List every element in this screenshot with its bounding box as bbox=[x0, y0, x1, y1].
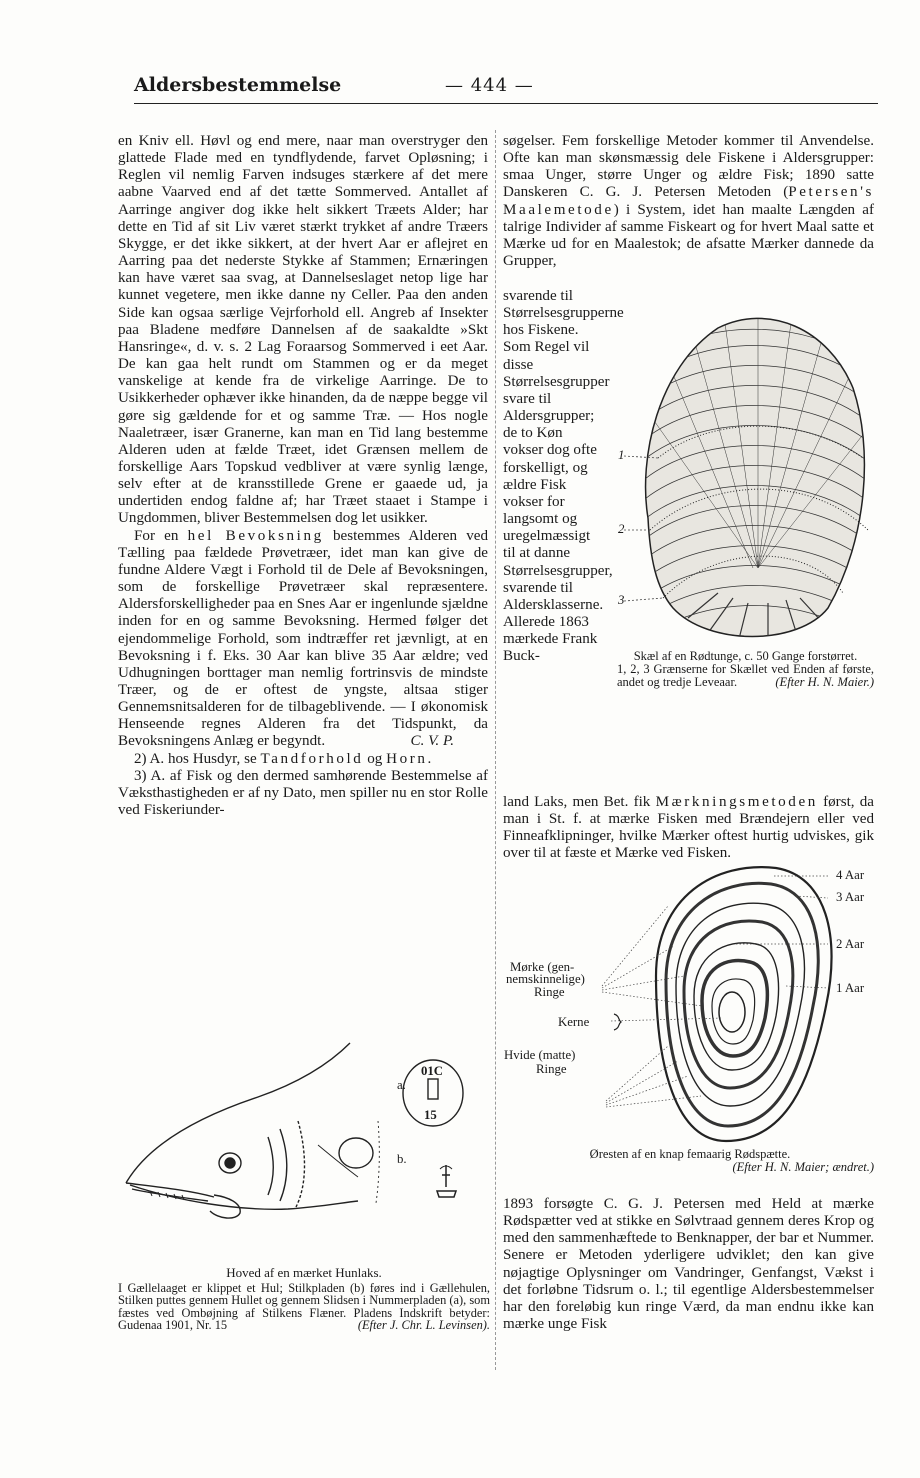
salmon-head-figure bbox=[118, 1025, 490, 1255]
figure-title: Skæl af en Rødtunge, c. 50 Gange forstørret. bbox=[633, 649, 858, 663]
figure-description: I Gællelaaget er klippet et Hul; Stilkpladen (b) føres ind i Gællehulen, Stilken puttes gennem Hullet og gennem Slidsen i Nummerpladen (a), som fæstes ved Ombøjning af Stilkens Flæner. Pladens Indskrift betyder: Gudenaa 1901, Nr. 15 (Efter J. Chr. L. Levinsen). bbox=[118, 1281, 490, 1332]
figure-description: 1, 2, 3 Grænserne for Skællet ved Enden af første, andet og tredje Leveaar. (Efter H. N. Maier.) bbox=[617, 662, 874, 689]
left-column bbox=[118, 133, 488, 819]
otolith-caption bbox=[506, 1148, 874, 1174]
light-rings-label: Hvide (matte) bbox=[504, 1048, 576, 1062]
paragraph-stand-age: For en hel Bevoksning bestemmes Alderen ved Tælling paa fældede Prøvetræer, idet man kan give de fundne Aldere Vægt i Forhold til de Dele af Bevoksningen, som de forskellige Prøvetræer skal repræsentere. Aldersforskelligheder paa en Snes Aar er ingenlunde sjældne inden for en og samme Bevoksning. Hermed følger det ejendommelige Forhold, som indtræffer ret jævnligt, at en Bevoksning i f. Eks. 30 Aar kan blive 35 Aar ældre; ved Udhugningen borttager man nemlig fortrinsvis de mindste Træer, og de er oftest de yngste, altsaa stiger Gennemsnitsalderen for de tilbageblivende. — I økonomisk Henseende regnes Alderen fra det Tidspunkt, da Bevoksningens Anlæg er begyndt. C. V. P. bbox=[118, 527, 489, 750]
fish-scale-figure bbox=[618, 308, 876, 648]
paragraph-livestock: 2) A. hos Husdyr, se Tandforhold og Horn. bbox=[134, 750, 434, 767]
figure-credit: (Efter H. N. Maier; ændret.) bbox=[732, 1160, 874, 1174]
year-label: 3 Aar bbox=[836, 890, 865, 904]
year-label: 4 Aar bbox=[836, 868, 865, 882]
paragraph-methods: søgelser. Fem forskellige Metoder kommer til Anvendelse. Ofte kan man skønsmæssig dele Fiskene i Aldersgrupper: smaa Unger, større Unger og ældre Fisk; 1890 satte Danskeren C. G. J. Petersen Metoden (Petersen's Maalemetode) i System, idet han maalte Længden af talrige Individer af samme Fiskeart og for hvert Maal satte et Mærke ud for en Maalestok; de afsatte Mærker dannede da Grupper, bbox=[503, 133, 874, 270]
figure-title: Hoved af en mærket Hunlaks. bbox=[226, 1265, 382, 1280]
page-number: — 444 — bbox=[445, 75, 534, 96]
spaced-term: hel Bevoksning bbox=[187, 527, 324, 544]
paragraph-tree-rings: en Kniv ell. Høvl og end mere, naar man overstryger den glattede Flade med en tyndflydende, farvet Opløsning; i Reglen vil nemlig Farven indsuges stærkere af det mere aabne Vaarved end af det tætte Sommerved. Antallet af Aarringe angiver dog ikke helt sikkert Træets Alder; har dette en Tid af sit Liv været stærkt trykket af andre Træers Skygge, er det ikke sikkert, at der hvert Aar er aflejret en Aarring paa det nederste Stykke af Stammen; Ernæringen kan have været saa svag, at Dannelseslaget netop lige har kunnet vegetere, men ikke danne ny Celler. Paa den anden Side kan ogsaa særlige Vejrforhold ell. Angreb af Insekter paa Bladene medføre Dannelsen af de saakaldte »Skt Hansringe«, d. v. s. 2 Lag Foraarsog Sommerved i eet Aar. De kan gaa helt rundt om Stammen og er da meget vanskelige at kende fra de virkelige Aarringe. De to Usikkerheder ophæver ikke hinanden, da de næppe begge vil gøre sig gældende for et og samme Træ. — Hos nogle Naaletræer, især Granerne, kan man en Tid lang bestemme Alderen uden at fælde Træet, idet Grænsen mellem de forskellige Aars Topskud vedbliver at være synlig længe, selv efter at de kransstillede Grene er gaaede ud, ja undertiden endog faldne af; har Træet staaet i Stampe i Ungdommen, bliver Bestemmelsen dog let usikker. bbox=[118, 133, 488, 527]
light-rings-label: Ringe bbox=[536, 1062, 567, 1076]
header-title: Aldersbestemmelse bbox=[134, 74, 342, 96]
figure-title: Øresten af en knap femaarig Rødspætte. bbox=[589, 1147, 791, 1161]
right-column-bottom bbox=[503, 1196, 874, 1333]
dark-rings-label: nemskinnelige) bbox=[506, 972, 585, 986]
fish-scale-caption bbox=[617, 650, 874, 689]
running-header bbox=[134, 74, 878, 104]
cross-reference-link[interactable]: Tandforhold bbox=[260, 750, 364, 767]
spaced-term: Mærkningsmetoden bbox=[655, 794, 818, 810]
core-label: Kerne bbox=[558, 1015, 590, 1029]
cross-reference-link[interactable]: Horn. bbox=[386, 750, 434, 767]
salmon-head-caption bbox=[118, 1266, 490, 1331]
right-column bbox=[503, 133, 874, 270]
paragraph-marking: land Laks, men Bet. fik Mærkningsmetoden først, da man i St. f. at mærke Fisken med Brændejern eller ved Finneafklipninger, hvilke Mærker oftest hurtig udviskes, gik over til at fæste et Mærke ved Fisken. bbox=[503, 794, 874, 862]
spaced-term: Petersen's Maalemetode bbox=[503, 184, 874, 218]
paragraph-plaice-marking: 1893 forsøgte C. G. J. Petersen med Held at mærke Rødspætter ved at stikke en Sølvtraad gennem deres Krop og med den sammenhæftede to Benknapper, der bar et Nummer. Senere er Metoden yderligere udviklet; den kan give nøjagtige Oplysninger om Vandringer, Genfangst, Vækst i det forløbne Tidsrum o. l.; til egentlige Aldersbestemmelser har den foreløbig kun ringe Værd, da man endnu ikke kan mærke unge Fisk bbox=[503, 1196, 874, 1333]
tag-label-b: b. bbox=[397, 1152, 407, 1166]
figure-credit: (Efter H. N. Maier.) bbox=[775, 675, 874, 689]
scale-mark-2: 2 bbox=[618, 522, 625, 536]
figure-credit: (Efter J. Chr. L. Levinsen). bbox=[357, 1317, 490, 1332]
author-signature: C. V. P. bbox=[410, 733, 454, 750]
tag-number-bottom: 15 bbox=[424, 1108, 437, 1122]
scale-mark-3: 3 bbox=[618, 593, 625, 607]
tag-number-top: 01C bbox=[421, 1064, 444, 1078]
otolith-figure bbox=[506, 856, 876, 1146]
year-label: 1 Aar bbox=[836, 981, 865, 995]
tag-label-a: a. bbox=[397, 1078, 406, 1092]
scale-mark-1: 1 bbox=[618, 448, 625, 462]
dark-rings-label: Mørke (gen- bbox=[510, 960, 575, 974]
year-label: 2 Aar bbox=[836, 937, 865, 951]
dark-rings-label: Ringe bbox=[534, 985, 565, 999]
right-column-continued bbox=[503, 794, 874, 863]
narrow-text-beside-scale: svarende til Størrelsesgrupperne hos Fiskene. Som Regel vil disse Størrelsesgrupper svare til Aldersgrupper; de to Køn vokser dog ofte forskelligt, og ældre Fisk vokser for langsomt og uregelmæssigt til at danne Størrelsesgrupper, svarende til Aldersklasserne. Allerede 1863 mærkede Frank Buck- bbox=[503, 288, 624, 665]
column-divider bbox=[495, 130, 496, 1370]
paragraph-fish-age: 3) A. af Fisk og den dermed samhørende Bestemmelse af Væksthastigheden er af ny Dato, men spiller nu en stor Rolle ved Fiskeriunder- bbox=[118, 767, 488, 819]
